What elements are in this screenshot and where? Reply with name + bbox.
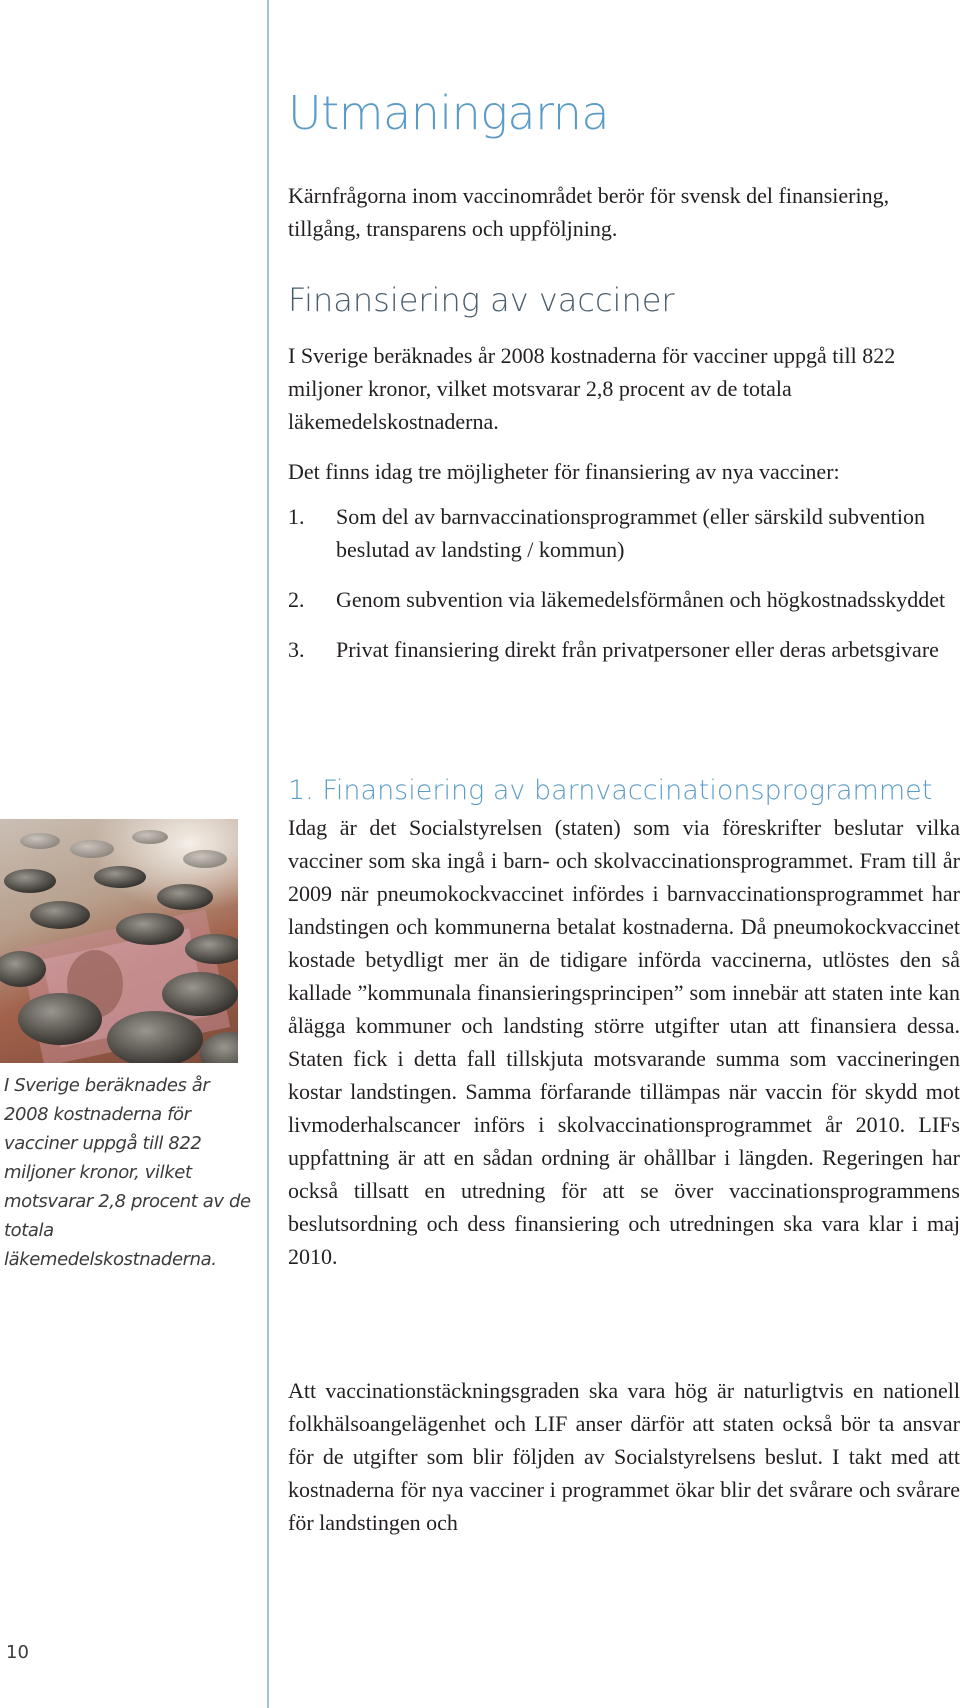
coins-banknote-photo [0,819,238,1063]
list-item-number: 2. [288,587,305,612]
section-heading-barnvacc: 1. Finansiering av barnvaccinationsprogrammet [288,775,933,806]
list-item-text: Genom subvention via läkemedelsförmånen och högkostnadsskyddet [336,587,946,612]
list-item-number: 1. [288,504,305,529]
options-intro: Det finns idag tre möjligheter för finansiering av nya vacciner: [288,459,840,484]
barnvacc-paragraph-2: Att vaccinationstäckningsgraden ska vara hög är naturligtvis en nationell folkhälsoangelägenhet och LIF anser därför att staten också bör ta ansvar för de utgifter som blir följden av Socialstyrelsens beslut. I takt med att kostnaderna för nya vacciner i programmet ökar blir det svårare och svårare för landstingen och [288,1378,960,1535]
list-item-text: Som del av barnvaccinationsprogrammet (eller särskild subvention beslutad av landsting / kommun) [336,504,925,562]
financing-options-list [288,500,960,683]
photo-caption: I Sverige beräknades år 2008 kostnaderna för vacciner uppgå till 822 miljoner kronor, vilket motsvarar 2,8 procent av de totala läkemedelskostnaderna. [4,1075,251,1270]
page-number: 10 [6,1642,29,1663]
section-heading-financing: Finansiering av vacciner [288,281,675,319]
page-title: Utmaningarna [288,86,610,140]
barnvacc-paragraph-1: Idag är det Socialstyrelsen (staten) som via föreskrifter beslutar vilka vacciner som ska ingå i barn- och skolvaccinationsprogrammet. Fram till år 2009 när pneumokockvaccinet infördes i barnvaccinationsprogrammet har landstingen och kommunerna betalat kostnaderna. Då pneumokockvaccinet kostade betydligt mer än de tidigare införda vaccinerna, utlöstes den så kallade ”kommunala finansieringsprincipen” som innebär att staten inte kan ålägga kommuner och landsting större utgifter utan att finansiera dessa. Staten fick i detta fall tillskjuta motsvarande summa som vaccineringen kostar landstingen. Samma förfarande tillämpas när vaccin för skydd mot livmoderhalscancer införs i skolvaccinationsprogrammet år 2010. LIFs uppfattning är att en sådan ordning är ohållbar i längden. Regeringen har också tillsatt en utredning för att se över vaccinationsprogrammens beslutsordning och dess finansiering och utredningen ska vara klar i maj 2010. [288,815,960,1269]
list-item-text: Privat finansiering direkt från privatpersoner eller deras arbetsgivare [336,637,939,662]
list-item [288,583,960,616]
list-item [288,500,960,566]
financing-paragraph: I Sverige beräknades år 2008 kostnaderna för vacciner uppgå till 822 miljoner kronor, vilket motsvarar 2,8 procent av de totala läkemedelskostnaderna. [288,343,896,434]
column-divider [267,0,269,1708]
coins-icon [0,819,238,1063]
list-item [288,633,960,666]
list-item-number: 3. [288,637,305,662]
intro-paragraph: Kärnfrågorna inom vaccinområdet berör för svensk del finansiering, tillgång, transparens och uppföljning. [288,183,890,241]
